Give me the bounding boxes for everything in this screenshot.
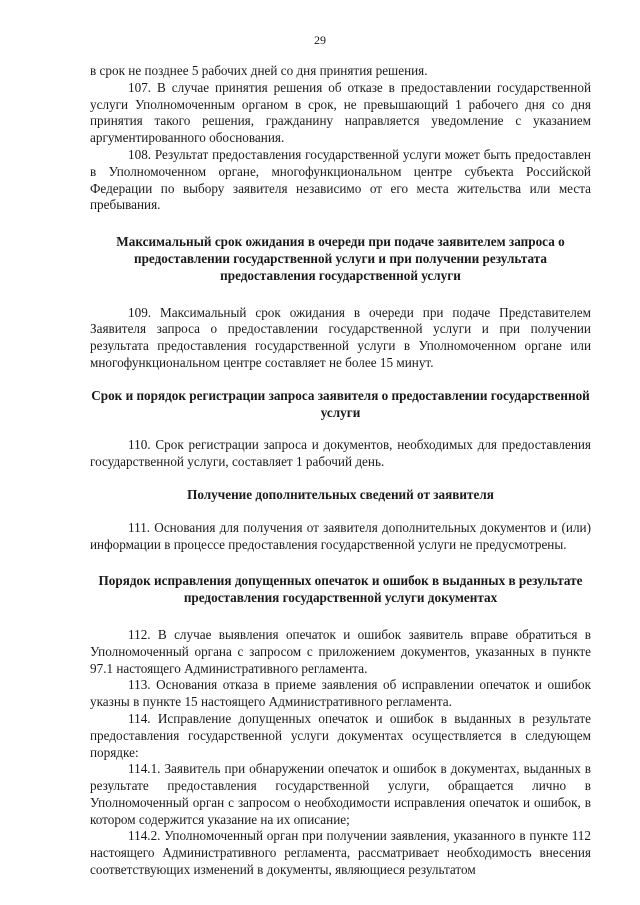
paragraph-107: 107. В случае принятия решения об отказе в предоставлении государственной услуги Уполномоченным органом в срок, не превышающий 1 рабочего дня со дня принятия такого решения, гражданину направляется уведомление с указанием аргументированного обоснования. xyxy=(90,79,591,146)
paragraph-108: 108. Результат предоставления государственной услуги может быть предоставлен в Уполномоченном органе, многофункциональном центре субъекта Российской Федерации по выбору заявителя независимо от его места жительства или места пребывания. xyxy=(90,146,591,213)
paragraph-continuation: в срок не позднее 5 рабочих дней со дня принятия решения. xyxy=(90,63,428,78)
paragraph-114: 114. Исправление допущенных опечаток и ошибок в выданных в результате предоставления государственной услуги документах осуществляется в следующем порядке: xyxy=(90,710,591,760)
paragraph-109: 109. Максимальный срок ожидания в очереди при подаче Представителем Заявителя запроса о предоставлении государственной услуги и при получении результата предоставления государственной услуги в Уполномоченном органе или многофункциональном центре составляет не более 15 минут. xyxy=(90,304,591,370)
document-body xyxy=(90,63,591,879)
paragraph-113: 113. Основания отказа в приеме заявления об исправлении опечаток и ошибок указны в пункте 15 настоящего Административного регламента. xyxy=(90,677,591,710)
paragraph-111: 111. Основания для получения от заявителя дополнительных документов и (или) информации в процессе предоставления государственной услуги не предусмотрены. xyxy=(90,519,591,552)
heading-corrections: Порядок исправления допущенных опечаток и ошибок в выданных в результате предоставления государственной услуги документах xyxy=(98,573,583,606)
heading-waiting-time: Максимальный срок ожидания в очереди при подаче заявителем запроса о предоставлении государственной услуги и при получении результата предоставления государственной услуги xyxy=(116,234,565,283)
paragraph-114-1: 114.1. Заявитель при обнаружении опечаток и ошибок в документах, выданных в результате предоставления государственной услуги, обращается лично в Уполномоченный орган с запросом о необходимости исправления опечаток и ошибок, в котором содержится указание на их описание; xyxy=(90,761,591,827)
paragraph-110: 110. Срок регистрации запроса и документов, необходимых для предоставления государственной услуги, составляет 1 рабочий день. xyxy=(90,437,591,470)
paragraph-114-2: 114.2. Уполномоченный орган при получении заявления, указанного в пункте 112 настоящего Административного регламента, рассматривает необходимость внесения соответствующих изменений в документы, являющиеся результатом xyxy=(90,828,591,878)
heading-additional-info: Получение дополнительных сведений от заявителя xyxy=(187,486,494,502)
heading-registration: Срок и порядок регистрации запроса заявителя о предоставлении государственной услуги xyxy=(91,387,590,420)
paragraph-112: 112. В случае выявления опечаток и ошибок заявитель вправе обратиться в Уполномоченный органа с запросом с приложением документов, указанных в пункте 97.1 настоящего Административного регламента. xyxy=(90,626,591,676)
page-number: 29 xyxy=(314,33,326,47)
